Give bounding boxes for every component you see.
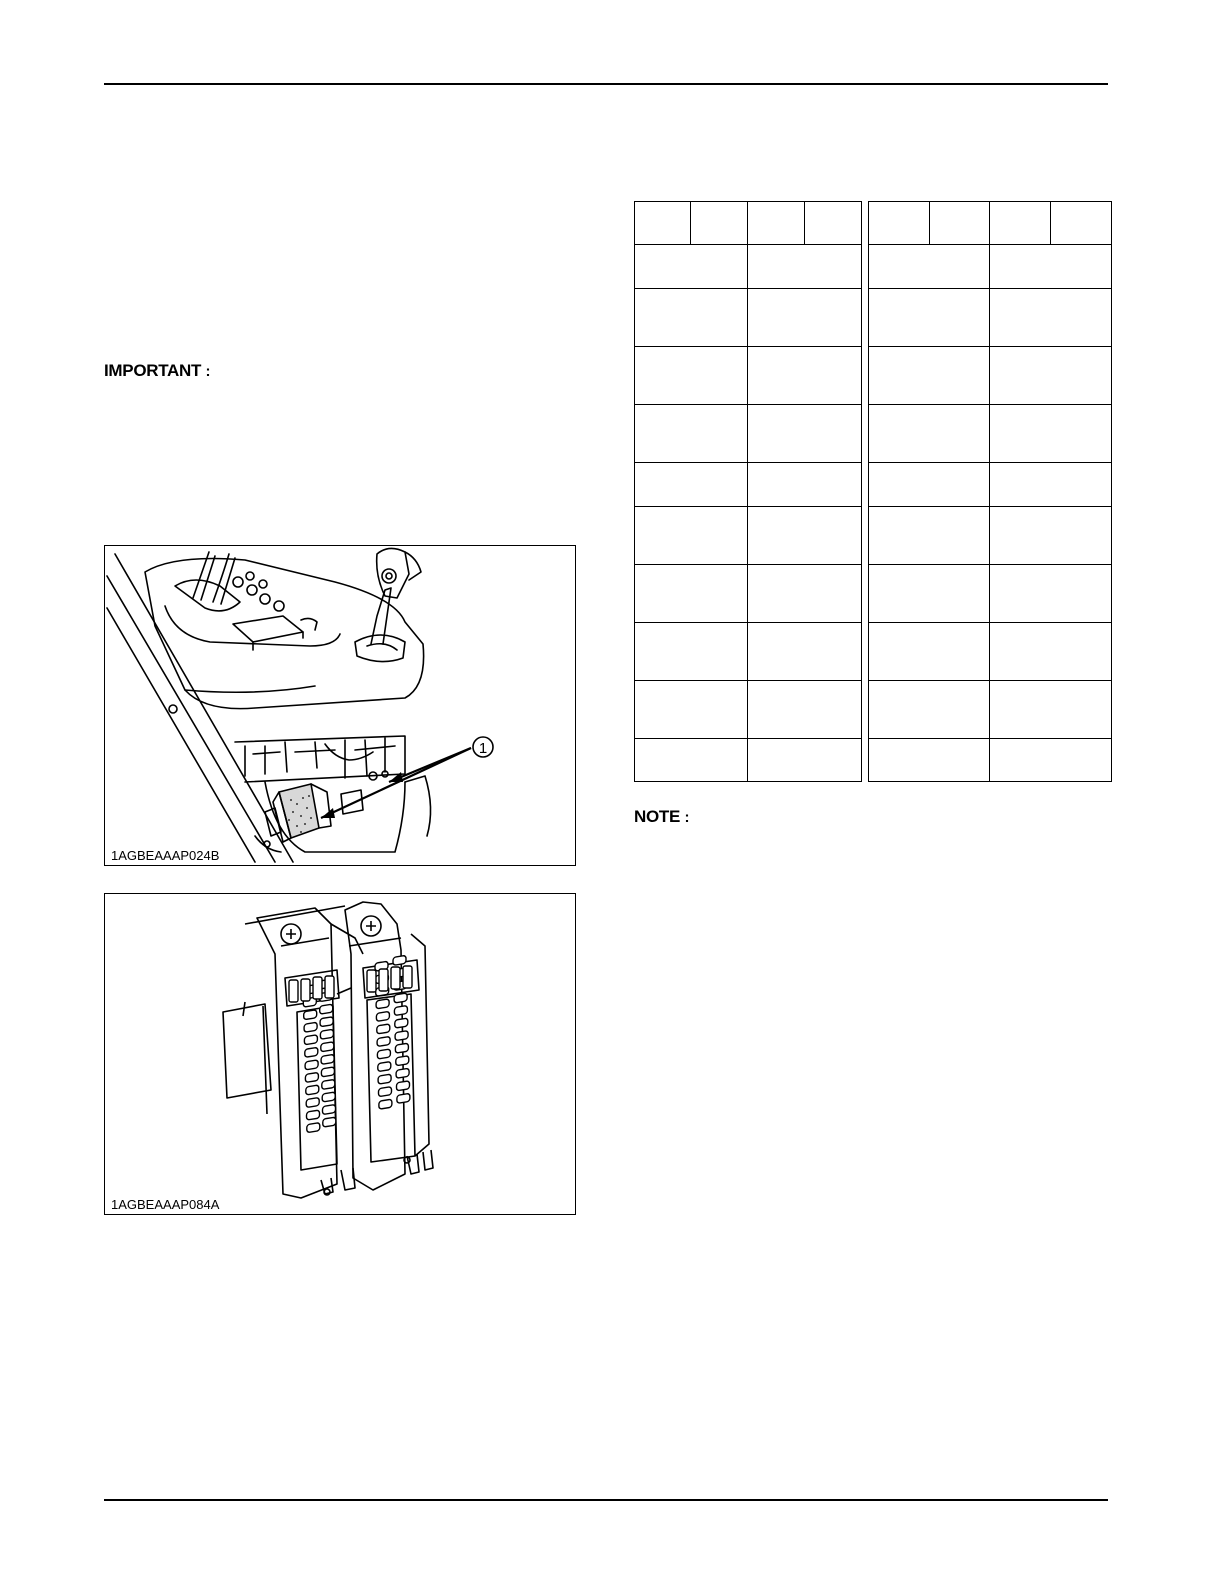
table-cell bbox=[748, 623, 862, 681]
table-cell bbox=[635, 289, 748, 347]
fuse-slot bbox=[305, 1072, 318, 1082]
table-cell bbox=[990, 405, 1112, 463]
figure-fuse-box bbox=[104, 893, 576, 1215]
table-cell bbox=[990, 289, 1112, 347]
table-cell bbox=[930, 202, 990, 245]
fuse-slot bbox=[378, 1074, 391, 1084]
table-cell bbox=[748, 739, 862, 782]
table-cell bbox=[869, 623, 990, 681]
figure-caption-1: 1AGBEAAAP024B bbox=[111, 848, 220, 863]
fuse-slot bbox=[377, 1049, 390, 1059]
table-cell bbox=[635, 463, 748, 507]
fuse-slot bbox=[376, 999, 389, 1009]
fuse-slot bbox=[322, 1079, 335, 1089]
table-cell bbox=[748, 565, 862, 623]
table-cell bbox=[990, 681, 1112, 739]
note-heading bbox=[634, 807, 689, 827]
table-cell bbox=[748, 289, 862, 347]
fuse-slot bbox=[396, 1056, 409, 1066]
fuse-slot bbox=[307, 1123, 320, 1133]
fuse-slot bbox=[394, 993, 407, 1003]
table-cell bbox=[869, 565, 990, 623]
callout-number: 1 bbox=[478, 740, 488, 757]
table-cell bbox=[748, 463, 862, 507]
fuse-slot bbox=[305, 1047, 318, 1057]
table-cell bbox=[635, 507, 748, 565]
table-cell bbox=[635, 245, 748, 289]
table-cell bbox=[748, 347, 862, 405]
note-label: NOTE bbox=[634, 807, 681, 826]
table-cell bbox=[635, 565, 748, 623]
table-cell bbox=[869, 405, 990, 463]
fuse-slot bbox=[321, 1042, 334, 1052]
table-cell bbox=[691, 202, 748, 245]
table-cell bbox=[635, 739, 748, 782]
fuse-slot bbox=[304, 1010, 317, 1020]
fuse-slot bbox=[376, 1011, 389, 1021]
relay-slot bbox=[301, 979, 310, 1001]
table-cell bbox=[748, 245, 862, 289]
table-cell bbox=[990, 202, 1051, 245]
fuse-slot bbox=[379, 1099, 392, 1109]
table-cell bbox=[805, 202, 862, 245]
fuse-slot bbox=[305, 1060, 318, 1070]
fuse-slot bbox=[321, 1054, 334, 1064]
fuse-slot bbox=[320, 1004, 333, 1014]
table-cell bbox=[990, 463, 1112, 507]
table-cell bbox=[635, 681, 748, 739]
table-cell bbox=[748, 202, 805, 245]
fuse-slot bbox=[304, 1035, 317, 1045]
fuse-slot bbox=[397, 1081, 410, 1091]
fuse-slot bbox=[395, 1031, 408, 1041]
fuse-slot bbox=[395, 1043, 408, 1053]
fuse-box-illustration bbox=[105, 894, 575, 1214]
spec-table-left bbox=[634, 201, 862, 782]
relay-slot bbox=[403, 966, 412, 988]
shift-console-illustration bbox=[105, 546, 575, 865]
table-cell bbox=[869, 289, 990, 347]
fuse-slot bbox=[393, 955, 406, 965]
fuse-slot bbox=[378, 1062, 391, 1072]
fuse-slot bbox=[377, 1036, 390, 1046]
fuse-slot bbox=[307, 1110, 320, 1120]
table-cell bbox=[869, 739, 990, 782]
fuse-slot bbox=[306, 1097, 319, 1107]
table-cell bbox=[748, 681, 862, 739]
table-cell bbox=[869, 245, 990, 289]
table-cell bbox=[635, 623, 748, 681]
table-cell bbox=[635, 347, 748, 405]
table-cell bbox=[869, 681, 990, 739]
fuse-slot bbox=[304, 1022, 317, 1032]
fuse-slot bbox=[320, 1017, 333, 1027]
fuse-slot bbox=[394, 1006, 407, 1016]
header-rule bbox=[104, 83, 1108, 85]
table-cell bbox=[990, 507, 1112, 565]
table-cell bbox=[748, 405, 862, 463]
figure-caption-2: 1AGBEAAAP084A bbox=[111, 1197, 220, 1212]
fuse-slot bbox=[306, 1085, 319, 1095]
relay-slot bbox=[313, 977, 322, 999]
footer-rule bbox=[104, 1499, 1108, 1501]
table-cell bbox=[990, 623, 1112, 681]
relay-slot bbox=[289, 980, 298, 1002]
table-cell bbox=[990, 245, 1112, 289]
table-cell bbox=[869, 202, 930, 245]
fuse-slot bbox=[321, 1067, 334, 1077]
table-cell bbox=[990, 347, 1112, 405]
table-cell bbox=[990, 739, 1112, 782]
fuse-slot bbox=[322, 1092, 335, 1102]
table-cell bbox=[635, 405, 748, 463]
important-colon: : bbox=[205, 363, 211, 380]
important-label: IMPORTANT bbox=[104, 361, 202, 380]
important-heading bbox=[104, 361, 210, 381]
spec-table-right bbox=[868, 201, 1112, 782]
relay-slot bbox=[325, 976, 334, 998]
table-cell bbox=[990, 565, 1112, 623]
fuse-slot bbox=[396, 1068, 409, 1078]
figure-shift-console bbox=[104, 545, 576, 866]
table-cell bbox=[869, 463, 990, 507]
fuse-slot bbox=[377, 1024, 390, 1034]
table-cell bbox=[869, 507, 990, 565]
table-cell bbox=[1051, 202, 1112, 245]
note-colon: : bbox=[684, 809, 690, 826]
relay-slot bbox=[367, 970, 376, 992]
fuse-slot bbox=[379, 1087, 392, 1097]
relay-slot bbox=[379, 969, 388, 991]
table-cell bbox=[869, 347, 990, 405]
table-cell bbox=[635, 202, 691, 245]
fuse-slot bbox=[395, 1018, 408, 1028]
fuse-slot bbox=[320, 1029, 333, 1039]
table-cell bbox=[748, 507, 862, 565]
relay-slot bbox=[391, 967, 400, 989]
fuse-slot bbox=[397, 1093, 410, 1103]
fuse-slot bbox=[323, 1117, 336, 1127]
fuse-slot bbox=[323, 1104, 336, 1114]
